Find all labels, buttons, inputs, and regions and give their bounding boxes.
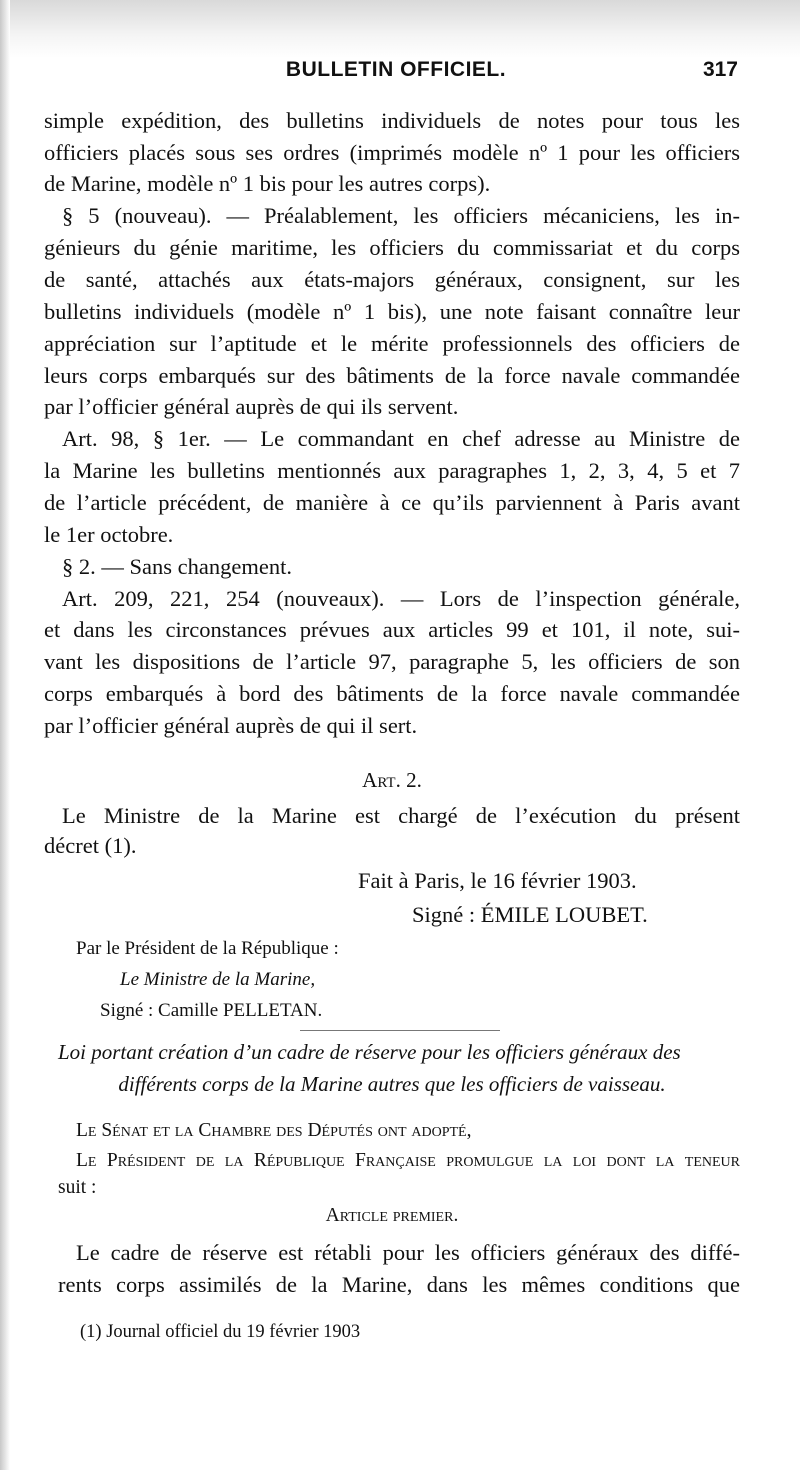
senat-line: Le Sénat et la Chambre des Députés ont adopté, (76, 1120, 472, 1141)
minister-title: Le Ministre de la Marine, (120, 969, 316, 990)
footnote: (1) Journal officiel du 19 février 1903 (80, 1322, 361, 1342)
body-line: par l’officier général auprès de qui ils servent. (44, 394, 459, 419)
body-line: par l’officier général auprès de qui il sert. (44, 713, 418, 738)
body-line: officiers placés sous ses ordres (imprimés modèle nº 1 pour les officiers (44, 140, 740, 165)
body-line: § 5 (nouveau). — Préalablement, les officiers mécaniciens, les in- (62, 203, 740, 228)
body-line: bulletins individuels (modèle nº 1 bis), une note faisant connaître leur (44, 299, 740, 324)
body-line: la Marine les bulletins mentionnés aux paragraphes 1, 2, 3, 4, 5 et 7 (44, 458, 740, 483)
page-number: 317 (702, 58, 738, 81)
article-2-heading: Art. 2. (362, 768, 422, 792)
header-title: BULLETIN OFFICIEL. (285, 58, 507, 81)
scan-left-edge (0, 0, 10, 1470)
body-line: de Marine, modèle nº 1 bis pour les autres corps). (44, 171, 491, 196)
body-line: corps embarqués à bord des bâtiments de la force navale commandée (44, 681, 740, 706)
law-text-line: Le cadre de réserve est rétabli pour les officiers généraux des diffé- (76, 1240, 740, 1265)
counter-signature-label: Par le Président de la République : (76, 938, 339, 959)
scan-top-shading (0, 0, 800, 58)
body-line: Art. 98, § 1er. — Le commandant en chef adresse au Ministre de (62, 426, 740, 451)
decree-line: Le Ministre de la Marine est chargé de l’exécution du présent (62, 803, 740, 828)
section-divider (300, 1030, 500, 1031)
body-line: simple expédition, des bulletins individuels de notes pour tous les (44, 108, 740, 133)
body-line: leurs corps embarqués sur des bâtiments de la force navale commandée (44, 363, 740, 388)
body-line: de santé, attachés aux états-majors généraux, consignent, sur les (44, 267, 740, 292)
body-line: appréciation sur l’aptitude et le mérite professionnels des officiers de (44, 331, 740, 356)
signature-pelletan: Signé : Camille PELLETAN. (100, 1000, 323, 1021)
body-line: génieurs du génie maritime, les officiers du commissariat et du corps (44, 235, 740, 260)
president-line: Le Président de la République Française promulgue la loi dont la teneur (76, 1150, 740, 1171)
law-title-line: Loi portant création d’un cadre de réserve pour les officiers généraux des (58, 1040, 681, 1064)
signature-loubet: Signé : ÉMILE LOUBET. (412, 902, 648, 927)
running-header (52, 58, 740, 90)
body-line: vant les dispositions de l’article 97, paragraphe 5, les officiers de son (44, 649, 740, 674)
decree-line: décret (1). (44, 833, 137, 858)
president-line: suit : (58, 1177, 97, 1198)
body-line: de l’article précédent, de manière à ce qu’ils parviennent à Paris avant (44, 490, 740, 515)
body-line: et dans les circonstances prévues aux articles 99 et 101, il note, sui- (44, 617, 740, 642)
law-text-line: rents corps assimilés de la Marine, dans les mêmes conditions que (58, 1272, 740, 1297)
body-line: le 1er octobre. (44, 522, 174, 547)
law-title-line: différents corps de la Marine autres que les officiers de vaisseau. (118, 1072, 666, 1096)
article-premier-heading: Article premier. (325, 1205, 459, 1226)
signature-place-date: Fait à Paris, le 16 février 1903. (358, 868, 637, 893)
body-line: Art. 209, 221, 254 (nouveaux). — Lors de l’inspection générale, (62, 586, 740, 611)
body-line: § 2. — Sans changement. (62, 554, 292, 579)
